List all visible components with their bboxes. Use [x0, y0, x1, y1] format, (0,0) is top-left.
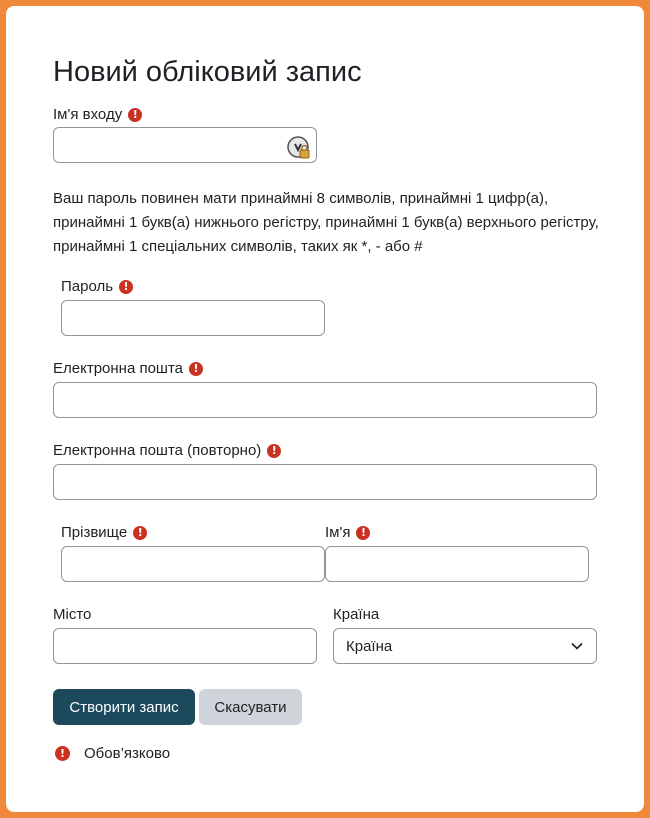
firstname-label	[325, 524, 370, 541]
create-account-button[interactable]: Створити запис	[53, 689, 195, 725]
email-label	[53, 360, 203, 377]
country-select-value: Країна	[346, 637, 393, 655]
required-legend-text: Обов’язково	[84, 745, 171, 762]
email-repeat-input[interactable]	[53, 464, 597, 500]
required-icon: !	[119, 280, 133, 294]
password-label-text: Пароль	[61, 278, 114, 295]
city-label	[53, 606, 91, 623]
firstname-input[interactable]	[325, 546, 589, 582]
signup-card	[6, 6, 644, 812]
country-label	[333, 606, 379, 623]
required-icon: !	[55, 746, 70, 761]
email-label-text: Електронна пошта	[53, 360, 184, 377]
country-label-text: Країна	[333, 606, 380, 623]
city-input[interactable]	[53, 628, 317, 664]
required-icon: !	[128, 108, 142, 122]
password-manager-icon[interactable]	[287, 136, 311, 160]
lastname-input[interactable]	[61, 546, 325, 582]
city-label-text: Місто	[53, 606, 92, 623]
country-select[interactable]	[333, 628, 597, 664]
required-icon: !	[189, 362, 203, 376]
email-repeat-label-text: Електронна пошта (повторно)	[53, 442, 262, 459]
username-label	[53, 106, 142, 123]
required-icon: !	[133, 526, 147, 540]
password-label	[61, 278, 133, 295]
lastname-label	[61, 524, 147, 541]
username-input[interactable]	[53, 127, 317, 163]
password-hint: Ваш пароль повинен мати принаймні 8 символів, принаймні 1 цифр(а), принаймні 1 букв(а) нижнього регістру, принаймні 1 букв(а) верхнього регістру, принаймні 1 спеціальних символів, таких як *, - або #	[53, 190, 599, 255]
page-title: Новий обліковий запис	[53, 56, 362, 88]
lastname-label-text: Прізвище	[61, 524, 128, 541]
required-icon: !	[267, 444, 281, 458]
email-input[interactable]	[53, 382, 597, 418]
username-label-text: Ім'я входу	[53, 106, 123, 123]
chevron-down-icon	[570, 639, 584, 653]
password-input[interactable]	[61, 300, 325, 336]
required-legend	[55, 745, 170, 762]
email-repeat-label	[53, 442, 281, 459]
firstname-label-text: Ім'я	[325, 524, 351, 541]
cancel-button[interactable]: Скасувати	[199, 689, 302, 725]
required-icon: !	[356, 526, 370, 540]
